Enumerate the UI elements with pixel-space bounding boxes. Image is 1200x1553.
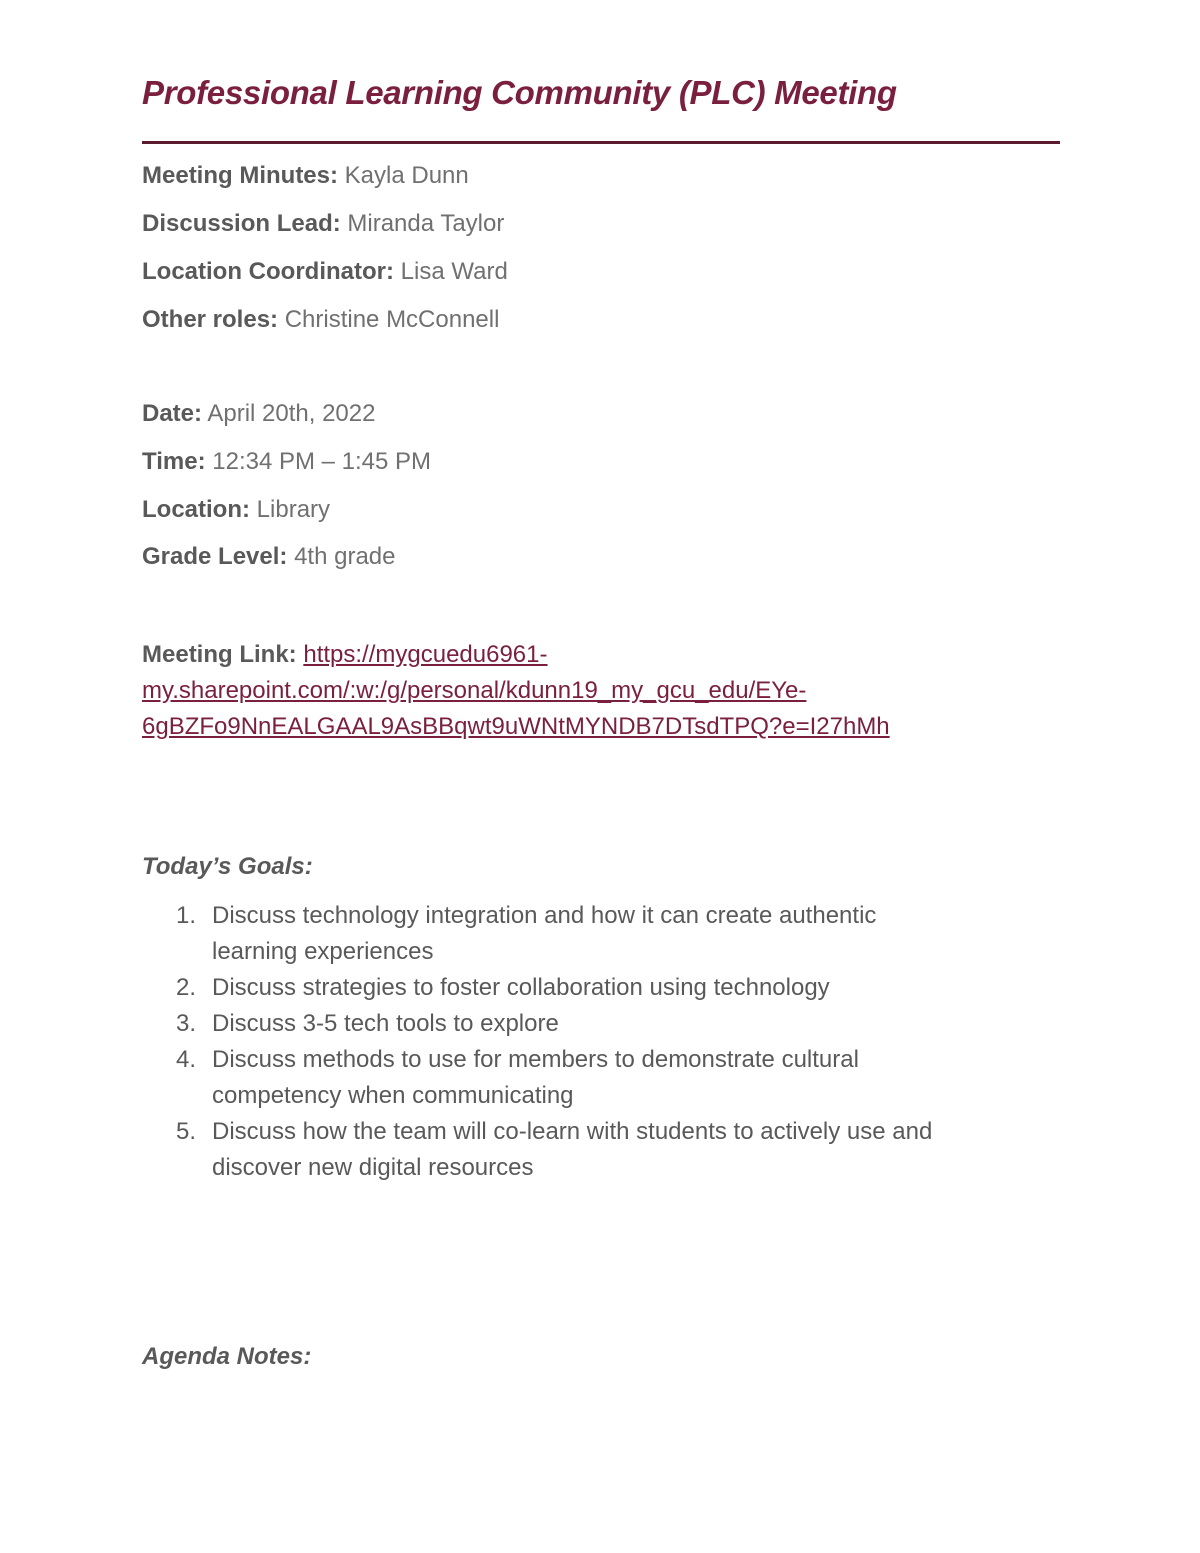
goal-item bbox=[142, 898, 1042, 970]
detail-label: Location: bbox=[142, 496, 250, 523]
detail-grade-level bbox=[142, 542, 396, 572]
detail-time bbox=[142, 447, 431, 477]
role-value: Miranda Taylor bbox=[340, 210, 505, 237]
detail-value: 12:34 PM – 1:45 PM bbox=[205, 448, 432, 475]
goal-text-line: competency when communicating bbox=[212, 1082, 574, 1109]
goal-number: 1. bbox=[176, 902, 197, 929]
goal-text-line: learning experiences bbox=[212, 938, 434, 965]
meeting-link-line[interactable]: 6gBZFo9NnEALGAAL9AsBBqwt9uWNtMYNDB7DTsdTPQ?e=I27hMh bbox=[142, 713, 890, 740]
agenda-notes-heading: Agenda Notes: bbox=[142, 1343, 312, 1370]
goal-item bbox=[142, 1042, 1042, 1114]
detail-label: Time: bbox=[142, 448, 206, 475]
goal-text-line: Discuss how the team will co-learn with students to actively use and bbox=[212, 1118, 933, 1145]
document-title: Professional Learning Community (PLC) Meeting bbox=[142, 74, 897, 111]
role-discussion-lead bbox=[142, 209, 504, 239]
goal-text-line: discover new digital resources bbox=[212, 1154, 534, 1181]
meeting-link-line[interactable]: https://mygcuedu6961- bbox=[303, 641, 548, 668]
detail-value: 4th grade bbox=[287, 543, 396, 570]
goal-number: 2. bbox=[176, 974, 197, 1001]
role-other-roles bbox=[142, 305, 499, 335]
goal-text-line: Discuss strategies to foster collaboration using technology bbox=[212, 974, 830, 1001]
goal-item bbox=[142, 1114, 1042, 1186]
goal-text-line: Discuss technology integration and how it can create authentic bbox=[212, 902, 877, 929]
detail-value: Library bbox=[250, 496, 331, 523]
detail-location bbox=[142, 495, 330, 525]
role-label: Meeting Minutes: bbox=[142, 162, 338, 189]
meeting-link-label: Meeting Link: bbox=[142, 641, 297, 668]
goal-number: 4. bbox=[176, 1046, 197, 1073]
goals-list bbox=[142, 898, 1042, 1186]
role-label: Other roles: bbox=[142, 306, 279, 333]
role-label: Discussion Lead: bbox=[142, 210, 341, 237]
role-meeting-minutes bbox=[142, 161, 469, 191]
role-label: Location Coordinator: bbox=[142, 258, 394, 285]
title-divider bbox=[142, 141, 1060, 144]
detail-date bbox=[142, 399, 375, 429]
goal-text-line: Discuss 3-5 tech tools to explore bbox=[212, 1010, 559, 1037]
goal-item bbox=[142, 1006, 1042, 1042]
goal-number: 5. bbox=[176, 1118, 197, 1145]
detail-label: Date: bbox=[142, 400, 203, 427]
goal-item bbox=[142, 970, 1042, 1006]
goals-heading: Today’s Goals: bbox=[142, 853, 313, 880]
meeting-link-block bbox=[142, 637, 1042, 745]
role-value: Lisa Ward bbox=[393, 258, 508, 285]
goal-text-line: Discuss methods to use for members to demonstrate cultural bbox=[212, 1046, 859, 1073]
role-value: Christine McConnell bbox=[278, 306, 500, 333]
detail-value: April 20th, 2022 bbox=[202, 400, 376, 427]
role-location-coordinator bbox=[142, 257, 508, 287]
detail-label: Grade Level: bbox=[142, 543, 288, 570]
meeting-link-line[interactable]: my.sharepoint.com/:w:/g/personal/kdunn19_my_gcu_edu/EYe- bbox=[142, 677, 807, 704]
goal-number: 3. bbox=[176, 1010, 197, 1037]
role-value: Kayla Dunn bbox=[338, 162, 469, 189]
